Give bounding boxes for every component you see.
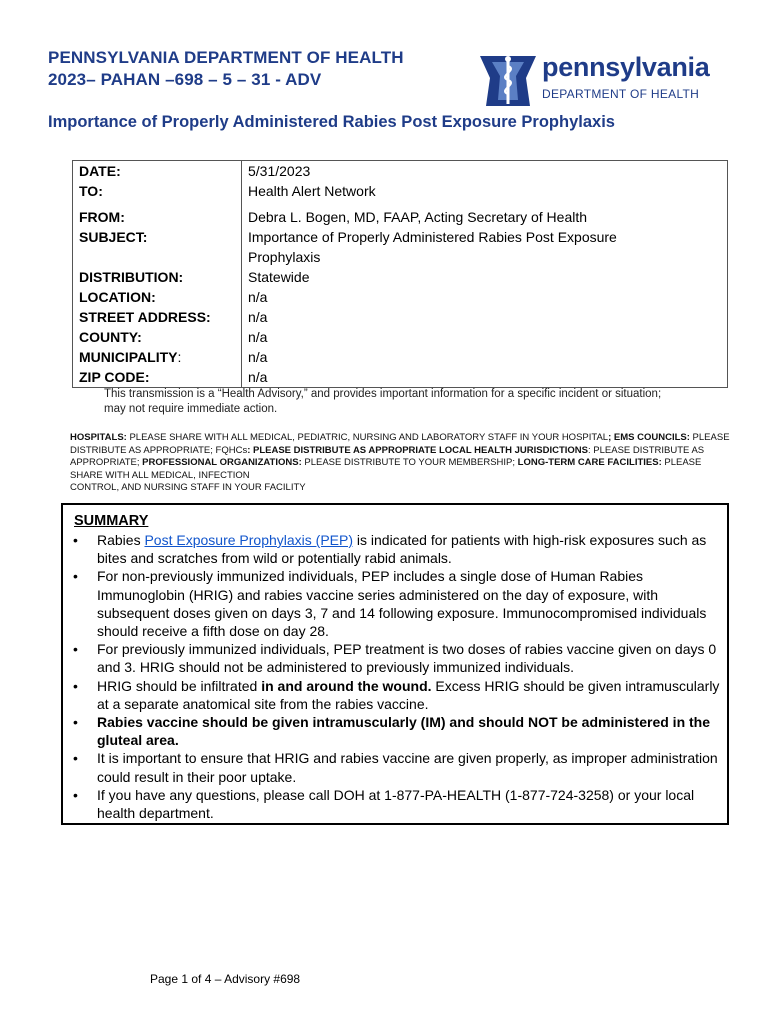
meta-row-from <box>73 207 728 227</box>
meta-row-street <box>73 307 728 327</box>
meta-row-municipality <box>73 347 728 367</box>
document-title: Importance of Properly Administered Rabies Post Exposure Prophylaxis <box>48 113 615 131</box>
municipality-label: MUNICIPALITY: <box>73 347 242 367</box>
advisory-agency-title: PENNSYLVANIA DEPARTMENT OF HEALTH <box>48 48 404 67</box>
distribution-value: Statewide <box>242 267 728 287</box>
subject-label: SUBJECT: <box>73 227 242 267</box>
distribution-instructions: HOSPITALS: PLEASE SHARE WITH ALL MEDICAL, PEDIATRIC, NURSING AND LABORATORY STAFF IN YOUR HOSPITAL; EMS COUNCILS: PLEASE DISTRIBUTE AS APPROPRIATE; FQHCs: PLEASE DISTRIBUTE AS APPROPRIATE LOCAL HEALTH JURISDICTIONS: PLEASE DISTRIBUTE AS APPROPRIATE; PROFESSIONAL ORGANIZATIONS: PLEASE DISTRIBUTE TO YOUR MEMBERSHIP; LONG-TERM CARE FACILITIES: PLEASE SHARE WITH ALL MEDICAL, INFECTION CONTROL, AND NURSING STAFF IN YOUR FACILITY <box>70 432 730 493</box>
meta-row-to <box>73 181 728 201</box>
summary-bullet-non-immunized: • For non-previously immunized individuals, PEP includes a single dose of Human Rabies Immunoglobin (HRIG) and rabies vaccine series administered on the day of exposure, with subsequent doses given on days 3, 7 and 14 following exposure. Immunocompromised individuals should receive a fifth dose on day 28. <box>73 568 707 640</box>
logo-department: DEPARTMENT OF HEALTH <box>542 87 700 101</box>
summary-box <box>61 503 729 825</box>
pa-health-logo <box>478 50 718 108</box>
subject-line-2: Prophylaxis <box>248 249 321 265</box>
county-value: n/a <box>242 327 728 347</box>
advisory-metadata-table <box>72 160 728 388</box>
street-label: STREET ADDRESS: <box>73 307 242 327</box>
from-label: FROM: <box>73 207 242 227</box>
meta-row-date <box>73 161 728 182</box>
date-value: 5/31/2023 <box>242 161 728 182</box>
summary-heading: SUMMARY <box>74 513 149 529</box>
meta-row-county <box>73 327 728 347</box>
from-value: Debra L. Bogen, MD, FAAP, Acting Secretary of Health <box>242 207 728 227</box>
keystone-caduceus-icon <box>478 50 538 108</box>
logo-state-name: pennsylvania <box>542 52 710 82</box>
zip-value: n/a <box>242 367 728 388</box>
summary-bullet-hrig: • HRIG should be infiltrated in and around the wound. Excess HRIG should be given intramuscularly at a separate anatomical site from the rabies vaccine. <box>73 677 720 712</box>
summary-bullet-proper-admin: • It is important to ensure that HRIG and rabies vaccine are given properly, as improper administration could result in their poor uptake. <box>73 750 718 785</box>
municipality-value: n/a <box>242 347 728 367</box>
summary-bullet-contact: • If you have any questions, please call DOH at 1-877-PA-HEALTH (1-877-724-3258) or your local health department. <box>73 786 695 822</box>
distribution-label: DISTRIBUTION: <box>73 267 242 287</box>
meta-row-location <box>73 287 728 307</box>
summary-bullet-im-route: • Rabies vaccine should be given intramuscularly (IM) and should NOT be administered in the gluteal area. <box>73 714 711 749</box>
zip-label: ZIP CODE: <box>73 367 242 388</box>
location-value: n/a <box>242 287 728 307</box>
to-value: Health Alert Network <box>242 181 728 201</box>
date-label: DATE: <box>73 161 242 182</box>
advisory-number: 2023– PAHAN –698 – 5 – 31 - ADV <box>48 70 322 89</box>
page-footer: Page 1 of 4 – Advisory #698 <box>150 972 301 986</box>
subject-value <box>242 227 728 267</box>
summary-bullet-pep: • Rabies Post Exposure Prophylaxis (PEP) is indicated for patients with high-risk exposures such as bites and scratches from wild or potentially rabid animals. <box>73 532 707 567</box>
summary-bullet-immunized: • For previously immunized individuals, PEP treatment is two doses of rabies vaccine given on days 0 and 3. HRIG should not be administered to previously immunized individuals. <box>73 641 717 676</box>
pep-link[interactable]: Post Exposure Prophylaxis (PEP) <box>144 532 353 548</box>
meta-row-distribution <box>73 267 728 287</box>
meta-row-zip <box>73 367 728 388</box>
meta-row-subject <box>73 227 728 267</box>
street-value: n/a <box>242 307 728 327</box>
summary-list <box>73 531 721 822</box>
location-label: LOCATION: <box>73 287 242 307</box>
to-label: TO: <box>73 181 242 201</box>
subject-line-1: Importance of Properly Administered Rabies Post Exposure <box>248 229 617 245</box>
county-label: COUNTY: <box>73 327 242 347</box>
advisory-note: This transmission is a “Health Advisory,” and provides important information for a specific incident or situation; may not require immediate action. <box>104 388 662 415</box>
